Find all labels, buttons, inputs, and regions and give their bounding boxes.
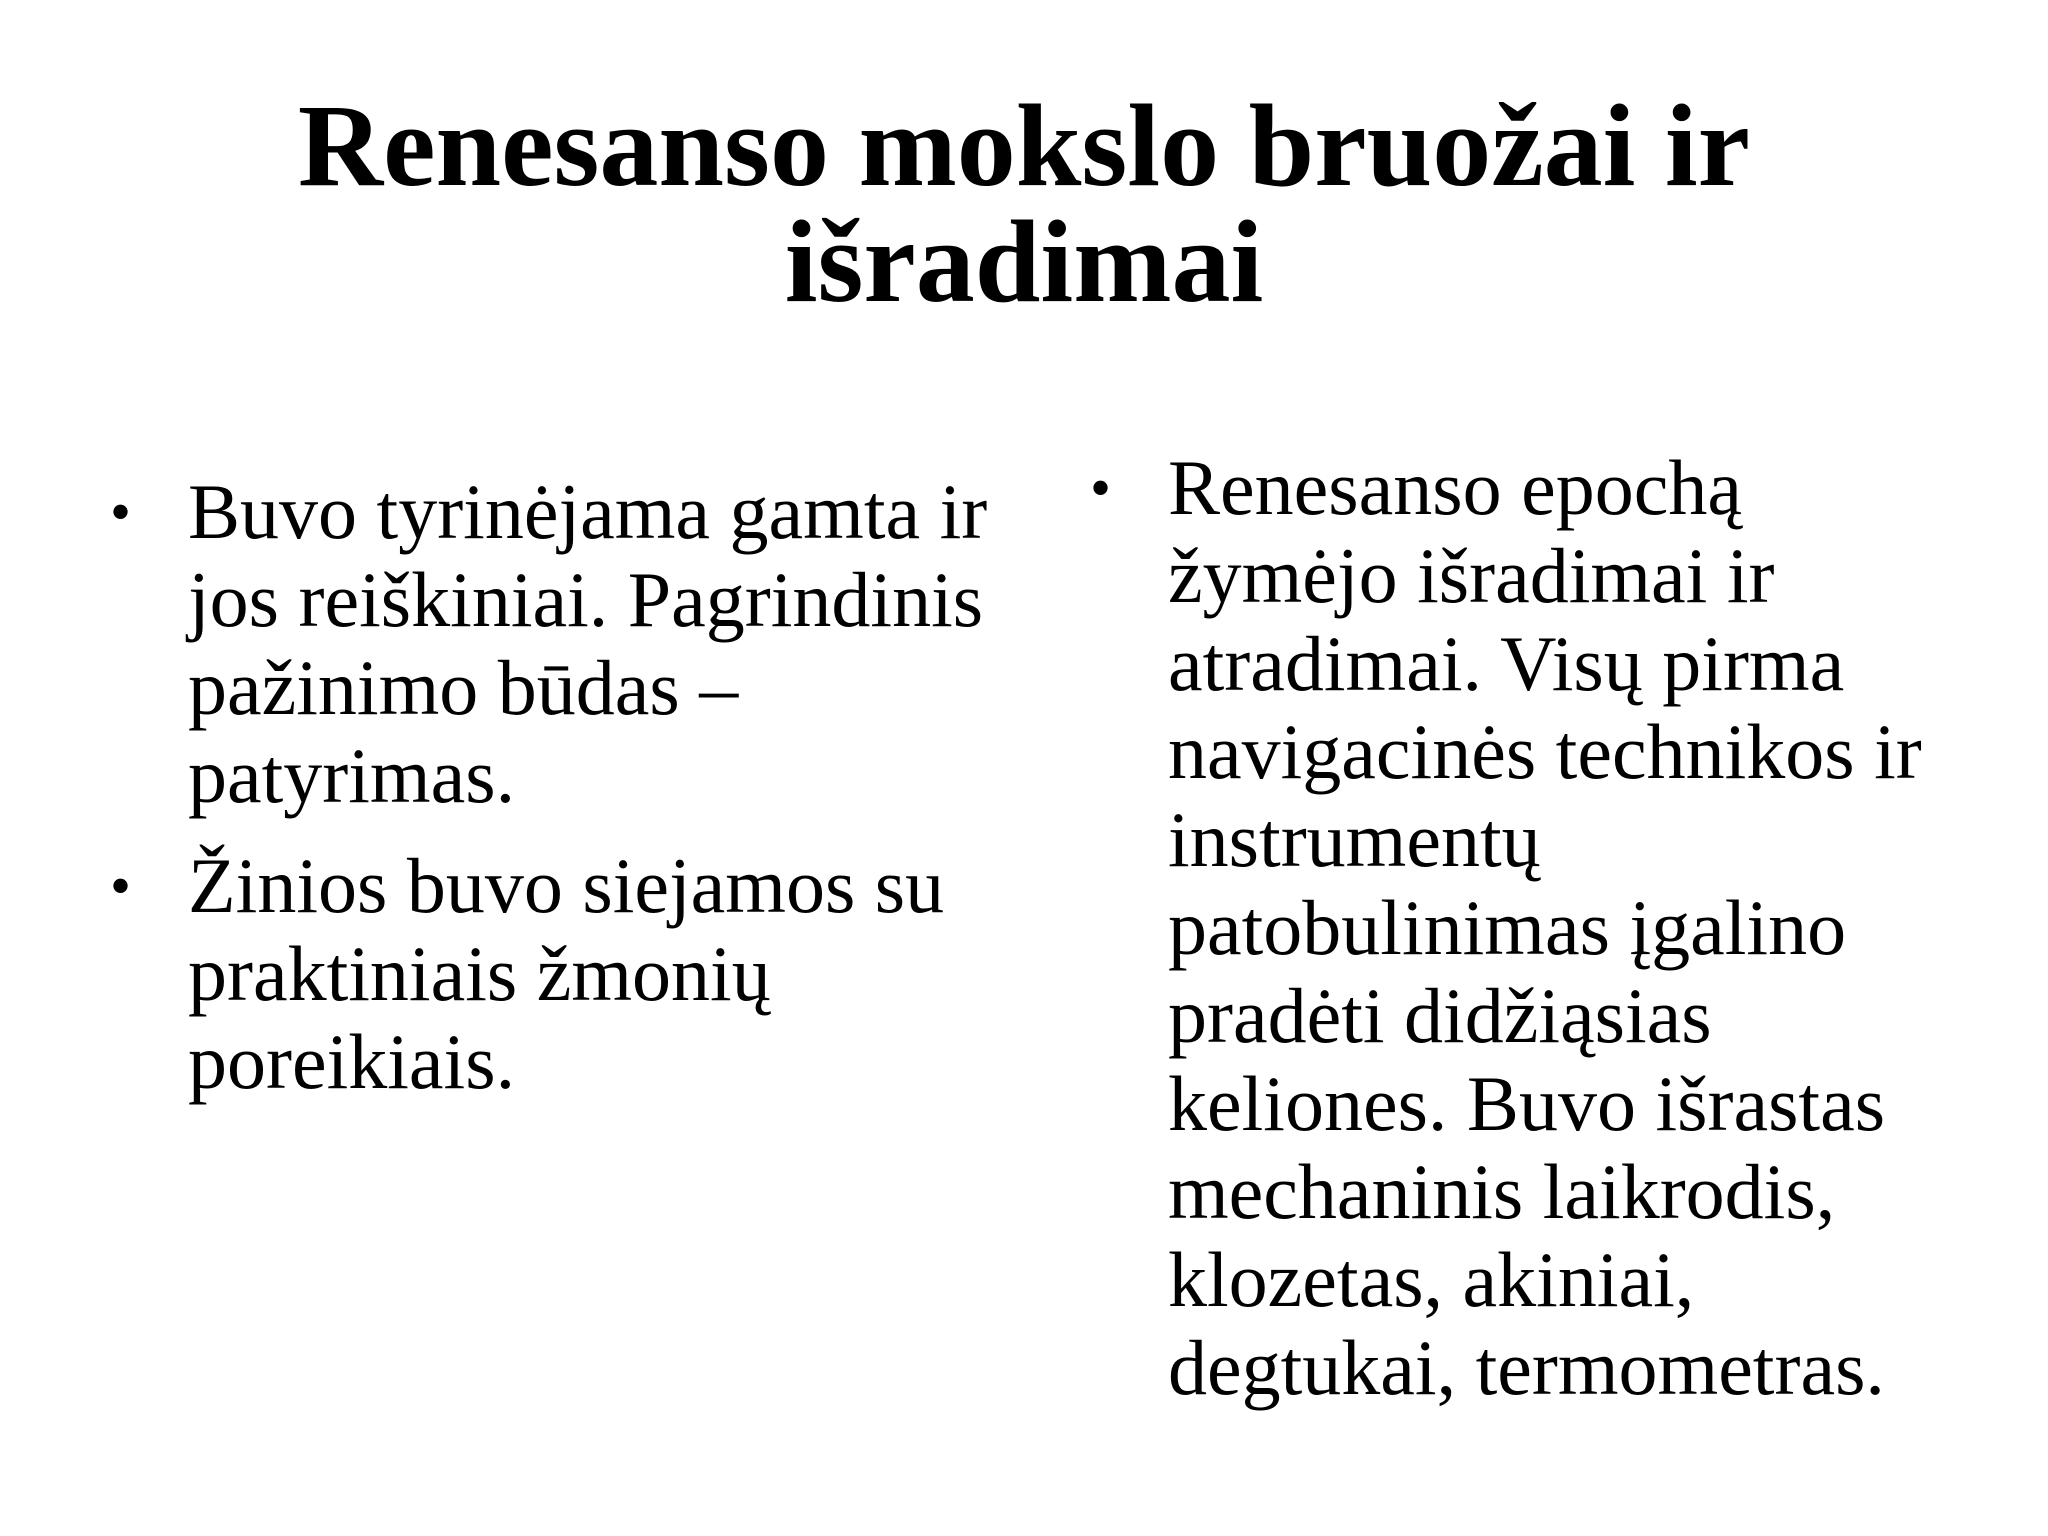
bullet-item [110, 468, 990, 820]
bullet-text: Buvo tyrinėjama gamta ir jos reiškiniai. Pagrindinis pažinimo būdas – patyrimas. [188, 468, 988, 819]
bullet-point-icon: • [110, 853, 132, 919]
bullet-point-icon: • [1090, 455, 1112, 521]
left-bullet-list [110, 468, 990, 1128]
bullet-item [110, 842, 990, 1106]
slide-title-line-1: Renesanso mokslo bruožai ir [297, 80, 1751, 211]
slide-title-line-2: išradimai [784, 196, 1264, 327]
right-bullet-list [1090, 444, 1990, 1434]
bullet-item [1090, 444, 1990, 1412]
slide-title [150, 80, 1898, 327]
bullet-text: Renesanso epochą žymėjo išradimai ir atradimai. Visų pirma navigacinės technikos ir instrumentų patobulinimas įgalino pradėti didžiąsias keliones. Buvo išrastas mechaninis laikrodis, klozetas, akiniai, degtukai, termometras. [1168, 444, 1922, 1411]
bullet-text: Žinios buvo siejamos su praktiniais žmonių poreikiais. [188, 842, 945, 1105]
bullet-point-icon: • [110, 479, 132, 545]
